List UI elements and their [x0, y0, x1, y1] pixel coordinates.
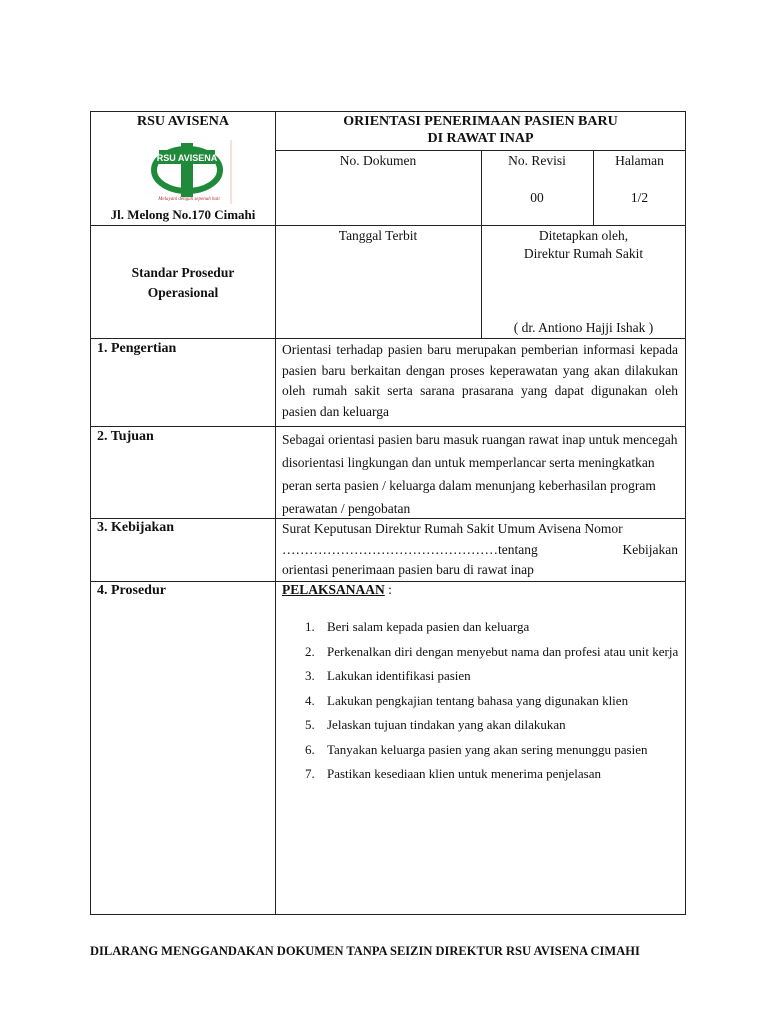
tanggal-terbit-label: Tanggal Terbit [338, 228, 418, 243]
hospital-address: Jl. Melong No.170 Cimahi [110, 207, 256, 222]
tujuan-text: Sebagai orientasi pasien baru masuk ruangan rawat inap untuk mencegah disorientasi lingkungan dan untuk memperlancar serta meningkatkan peran serta pasien / keluarga dalam menunjang keberhasilan program perawatan / pengobatan [282, 432, 678, 516]
sop-label: Standar Prosedur Operasional [131, 265, 235, 300]
kebijakan-label: 3. Kebijakan [97, 520, 175, 535]
procedure-step: 7. Pastikan kesediaan klien untuk menerima penjelasan [305, 766, 601, 781]
procedure-steps [305, 615, 681, 787]
row-divider-pengertian [91, 426, 686, 427]
no-dokumen-label: No. Dokumen [339, 153, 417, 168]
pengertian-label: 1. Pengertian [97, 341, 177, 356]
signatory-name: ( dr. Antiono Hajji Ishak ) [513, 320, 654, 335]
ditetapkan-oleh: Ditetapkan oleh, Direktur Rumah Sakit [523, 228, 644, 261]
halaman-value: 1/2 [630, 190, 649, 205]
row-divider-header [91, 225, 686, 226]
procedure-step: 4. Lakukan pengkajian tentang bahasa yang digunakan klien [305, 692, 629, 708]
document-title: ORIENTASI PENERIMAAN PASIEN BARU DI RAWAT INAP [343, 114, 618, 146]
tujuan-label: 2. Tujuan [97, 429, 154, 444]
procedure-step: 3. Lakukan identifikasi pasien [305, 668, 471, 683]
procedure-step: 5. Jelaskan tujuan tindakan yang akan dilakukan [305, 717, 566, 732]
svg-text:RSU AVISENA: RSU AVISENA [156, 153, 218, 163]
svg-text:Melayani dengan sepenuh hati: Melayani dengan sepenuh hati [158, 197, 220, 202]
procedure-step: 2. Perkenalkan diri dengan menyebut nama dan profesi atau unit kerja [305, 643, 679, 659]
no-revisi-label: No. Revisi [508, 153, 566, 168]
row-divider-sop [91, 338, 686, 339]
hospital-name: RSU AVISENA [137, 114, 229, 129]
sop-document [90, 111, 686, 915]
footer-notice: DILARANG MENGGANDAKAN DOKUMEN TANPA SEIZIN DIREKTUR RSU AVISENA CIMAHI [90, 944, 640, 958]
no-revisi-value: 00 [530, 190, 544, 205]
kebijakan-text: Surat Keputusan Direktur Rumah Sakit Umum Avisena Nomor …………………………………………tentang Kebijakan orientasi penerimaan pasien baru di rawat inap [282, 521, 678, 577]
halaman-label: Halaman [615, 153, 664, 168]
procedure-step: 6. Tanyakan keluarga pasien yang akan sering menunggu pasien [305, 741, 648, 757]
hospital-logo [147, 140, 235, 204]
pelaksanaan-heading: PELAKSANAAN : [282, 582, 392, 597]
pengertian-text: Orientasi terhadap pasien baru merupakan pemberian informasi kepada pasien baru berkaitan dengan proses keperawatan yang akan dilakukan oleh rumah sakit serta sarana prasarana yang dapat digunakan oleh pasien dan keluarga [282, 342, 678, 419]
procedure-step: 1. Beri salam kepada pasien dan keluarga [305, 619, 530, 634]
prosedur-label: 4. Prosedur [97, 583, 166, 598]
